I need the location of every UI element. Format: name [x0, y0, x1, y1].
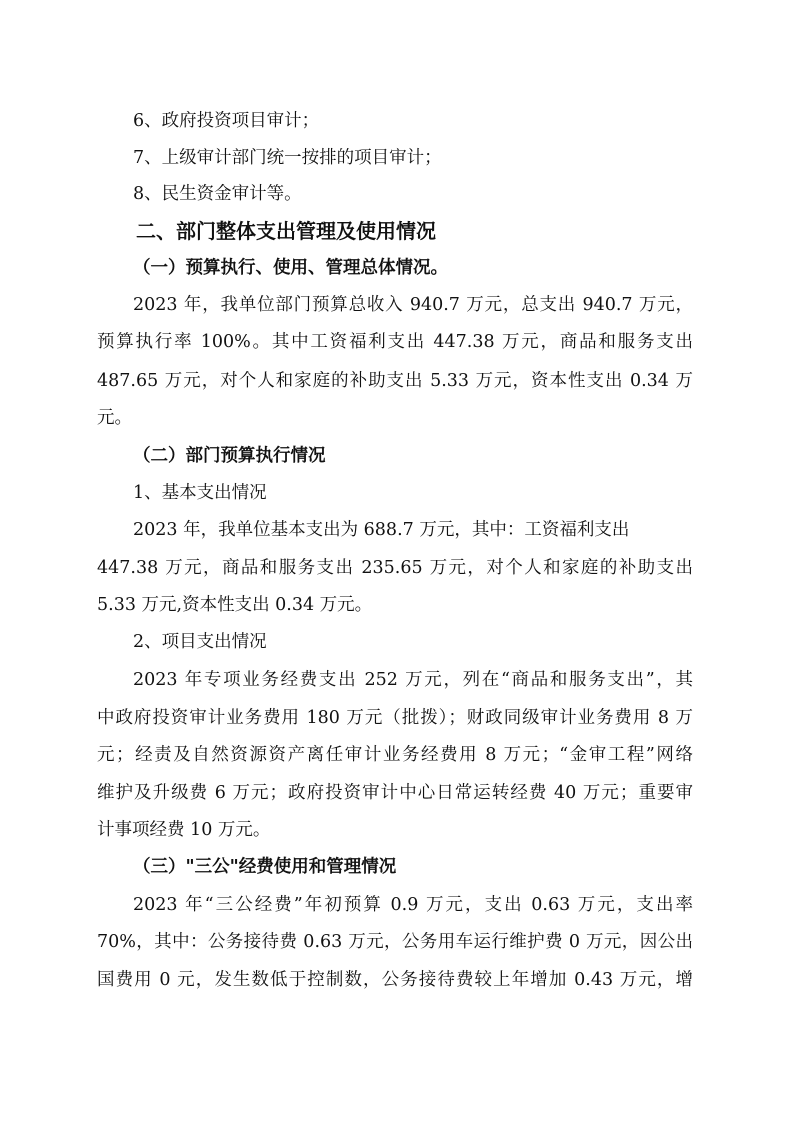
list-item-7: 7、上级审计部门统一按排的项目审计； — [133, 148, 442, 168]
paragraph-line: 2023 年“三公经费”年初预算 0.9 万元，支出 0.63 万元，支出率 — [133, 895, 693, 915]
paragraph-line: 元；经责及自然资源资产离任审计业务经费用 8 万元；“金审工程”网络 — [97, 745, 693, 765]
list-item-6: 6、政府投资项目审计； — [133, 111, 320, 131]
paragraph-line: 70%，其中：公务接待费 0.63 万元，公务用车运行维护费 0 万元，因公出 — [97, 932, 693, 952]
paragraph-line: 预算执行率 100%。其中工资福利支出 447.38 万元，商品和服务支出 — [97, 332, 693, 352]
paragraph-line: 2023 年专项业务经费支出 252 万元，列在“商品和服务支出”，其 — [133, 670, 693, 690]
subsection-heading-3: （三）"三公"经费使用和管理情况 — [133, 857, 397, 877]
section-heading: 二、部门整体支出管理及使用情况 — [136, 219, 436, 243]
paragraph-line: 2023 年，我单位基本支出为 688.7 万元，其中：工资福利支出 — [133, 520, 630, 540]
paragraph-line: 计事项经费 10 万元。 — [97, 820, 271, 840]
list-item-8: 8、民生资金审计等。 — [133, 184, 302, 204]
paragraph-line: 国费用 0 元，发生数低于控制数，公务接待费较上年增加 0.43 万元，增 — [97, 970, 693, 990]
paragraph-line: 487.65 万元，对个人和家庭的补助支出 5.33 万元，资本性支出 0.34 万 — [97, 371, 693, 391]
paragraph-line: 中政府投资审计业务费用 180 万元（批拨）；财政同级审计业务费用 8 万 — [97, 708, 693, 728]
paragraph-line: 元。 — [97, 408, 132, 428]
paragraph-line: 维护及升级费 6 万元；政府投资审计中心日常运转经费 40 万元；重要审 — [97, 783, 693, 803]
item-heading-project: 2、项目支出情况 — [133, 632, 267, 652]
paragraph-line: 2023 年，我单位部门预算总收入 940.7 万元，总支出 940.7 万元， — [133, 295, 693, 315]
subsection-heading-2: （二）部门预算执行情况 — [133, 446, 326, 466]
paragraph-line: 5.33 万元,资本性支出 0.34 万元。 — [97, 595, 373, 615]
paragraph-line: 447.38 万元，商品和服务支出 235.65 万元，对个人和家庭的补助支出 — [97, 558, 693, 578]
item-heading-basic: 1、基本支出情况 — [133, 483, 267, 503]
subsection-heading-1: （一）预算执行、使用、管理总体情况。 — [133, 258, 448, 278]
